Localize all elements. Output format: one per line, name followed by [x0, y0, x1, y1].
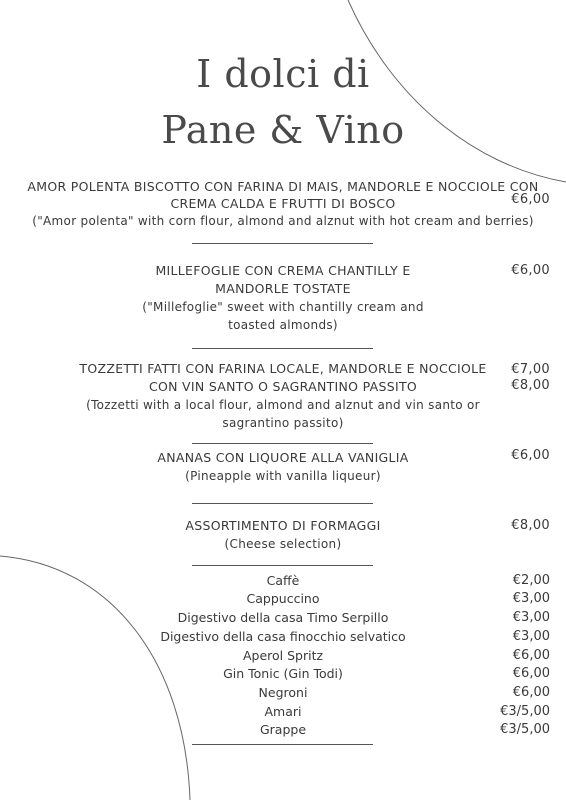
divider: [192, 348, 373, 349]
dessert-price: €7,00: [511, 362, 550, 377]
divider: [192, 565, 373, 566]
dessert-description: ("Millefoglie" sweet with chantilly cream and: [142, 300, 424, 314]
dessert-price: €8,00: [511, 378, 550, 393]
dessert-name: MILLEFOGLIE CON CREMA CHANTILLY E: [155, 263, 411, 278]
drink-price: €3,00: [512, 629, 550, 644]
divider: [192, 443, 373, 444]
drink-name: Negroni: [258, 685, 308, 700]
drink-name: Amari: [264, 704, 302, 719]
dessert-description: toasted almonds): [228, 318, 338, 332]
drink-name: Digestivo della casa finocchio selvatico: [160, 629, 406, 644]
drink-price: €2,00: [512, 573, 550, 588]
dessert-description: (Pineapple with vanilla liqueur): [185, 469, 381, 483]
dessert-description: (Tozzetti with a local flour, almond and alznut and vin santo or: [86, 398, 480, 412]
dessert-price: €8,00: [511, 518, 550, 533]
drink-name: Gin Tonic (Gin Todi): [223, 666, 343, 681]
dessert-name: CON VIN SANTO O SAGRANTINO PASSITO: [148, 379, 418, 394]
divider: [192, 243, 373, 244]
drink-name: Digestivo della casa Timo Serpillo: [177, 610, 389, 625]
title-line-1: I dolci di: [196, 52, 370, 96]
dessert-price: €6,00: [511, 192, 550, 207]
drink-price: €6,00: [512, 685, 550, 700]
dessert-description: ("Amor polenta" with corn flour, almond and alznut with hot cream and berries): [32, 214, 534, 228]
drink-name: Caffè: [266, 573, 300, 588]
dessert-name: ASSORTIMENTO DI FORMAGGI: [185, 518, 381, 533]
drink-price: €3,00: [512, 610, 550, 625]
drink-price: €3/5,00: [500, 704, 550, 719]
title-line-2: Pane & Vino: [161, 108, 405, 152]
dessert-name: ANANAS CON LIQUORE ALLA VANIGLIA: [157, 450, 409, 465]
dessert-name: MANDORLE TOSTATE: [215, 281, 351, 296]
divider: [192, 503, 373, 504]
dessert-description: sagrantino passito): [222, 416, 344, 430]
drink-name: Aperol Spritz: [242, 648, 324, 663]
dessert-description: (Cheese selection): [224, 537, 342, 551]
drink-price: €3,00: [512, 591, 550, 606]
drink-name: Cappuccino: [246, 591, 320, 606]
dessert-price: €6,00: [511, 448, 550, 463]
dessert-price: €6,00: [511, 263, 550, 278]
drink-price: €6,00: [512, 648, 550, 663]
divider: [192, 744, 373, 745]
dessert-name: TOZZETTI FATTI CON FARINA LOCALE, MANDORLE E NOCCIOLE: [79, 361, 487, 376]
drink-price: €3/5,00: [500, 722, 550, 737]
drink-price: €6,00: [512, 666, 550, 681]
drink-name: Grappe: [259, 722, 307, 737]
dessert-name: CREMA CALDA E FRUTTI DI BOSCO: [170, 196, 396, 211]
dessert-name: AMOR POLENTA BISCOTTO CON FARINA DI MAIS, MANDORLE E NOCCIOLE CON: [27, 179, 539, 194]
